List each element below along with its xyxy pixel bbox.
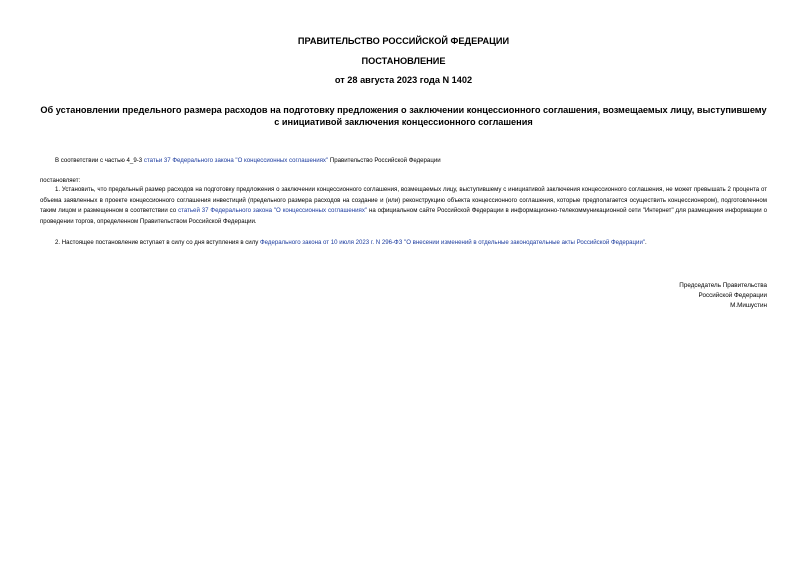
- point-1-law-link[interactable]: статьей 37 Федерального закона "О концессионных соглашениях": [178, 207, 368, 215]
- point-1-text-before: 1. Установить, что предельный размер расходов на подготовку предложения о заключении концессионного соглашения, возмещаемых лицу, выступившему с инициативой заключения концессионного соглашения, не может превышать 2 процента от объема заявленных в проекте концессионного соглашения инвестиций (предельного размера расходов на создание и (или) реконструкцию объекта концессионного соглашения, которые предполагается осуществить концессионером), подготовленном таким лицом и размещенном в соответствии со: [40, 186, 767, 215]
- decree-word: постановляет:: [40, 177, 81, 184]
- point-2-paragraph: [55, 238, 647, 248]
- signature-position-line-1: Председатель Правительства: [679, 282, 767, 289]
- point-2-text-after: .: [645, 239, 647, 246]
- preamble-text-before: В соответствии с частью 4_9-3: [55, 157, 144, 164]
- document-title: Об установлении предельного размера расходов на подготовку предложения о заключении концессионного соглашения, возмещаемых лицу, выступившему с инициативой заключения концессионного соглашения: [40, 105, 767, 127]
- preamble-paragraph: [55, 156, 441, 166]
- preamble-law-link[interactable]: статьи 37 Федерального закона "О концессионных соглашениях": [143, 157, 329, 164]
- point-2-law-link[interactable]: Федерального закона от 10 июля 2023 г. N 296-ФЗ "О внесении изменений в отдельные законодательные акты Российской Федерации": [260, 239, 646, 246]
- preamble-text-after: Правительство Российской Федерации: [328, 157, 441, 164]
- signature-name: М.Мишустин: [730, 302, 767, 309]
- point-1-paragraph: [40, 185, 767, 227]
- doc-type-heading: ПОСТАНОВЛЕНИЕ: [361, 56, 446, 66]
- date-number-heading: от 28 августа 2023 года N 1402: [334, 75, 473, 85]
- signature-position-line-2: Российской Федерации: [698, 292, 767, 299]
- point-1-text-after: на официальном сайте Российской Федерации в информационно-телекоммуникационной сети "Интернет" для размещения информации о проведении торгов, определенном Правительством Российской Федерации.: [40, 207, 767, 225]
- point-2-text-before: 2. Настоящее постановление вступает в силу со дня вступления в силу: [55, 239, 261, 246]
- government-heading: ПРАВИТЕЛЬСТВО РОССИЙСКОЙ ФЕДЕРАЦИИ: [297, 36, 510, 46]
